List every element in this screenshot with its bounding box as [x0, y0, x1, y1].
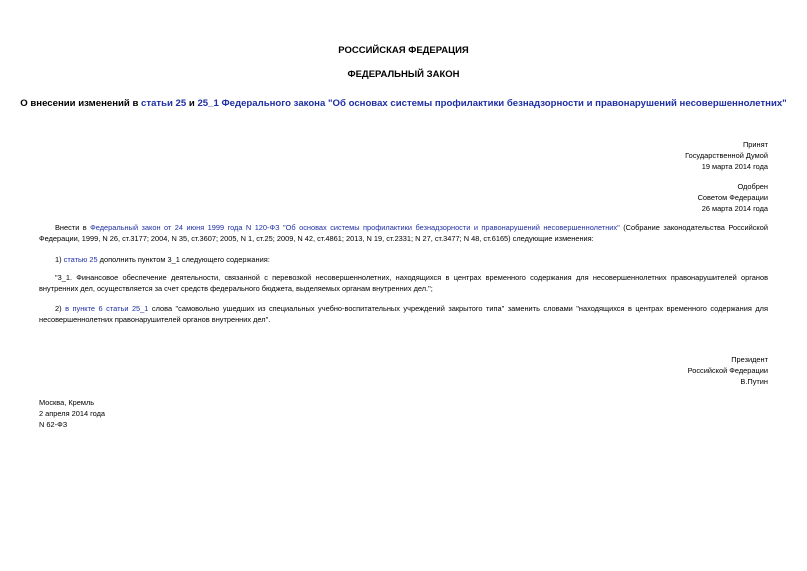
doc-type-heading: ФЕДЕРАЛЬНЫЙ ЗАКОН	[347, 69, 460, 80]
approval-line-1: Одобрен	[737, 182, 768, 191]
signature-line-1: Президент	[731, 355, 768, 364]
place-line: Москва, Кремль	[39, 398, 95, 407]
approval-line-3: 26 марта 2014 года	[701, 203, 768, 213]
law-title	[0, 98, 807, 109]
link-article-25-1-point-6[interactable]: в пункте 6 статьи 25_1	[65, 304, 149, 313]
approval-block	[698, 182, 768, 214]
adoption-line-3: 19 марта 2014 года	[701, 161, 768, 171]
title-prefix: О внесении изменений в	[20, 98, 142, 109]
place-date-block	[39, 398, 105, 430]
intro-suffix: (Собрание законодательства Российской Федерации, 1999, N 26, ст.3177; 2004, N 35, ст.3607; 2005, N 1, ст.25; 2009, N 42, ст.4861; 2013, N 19, ст.2331; N 27, ст.3477; N 48, ст.6165) следующие изменения:	[39, 223, 768, 243]
title-link-federal-law[interactable]: Федерального закона "Об основах системы профилактики безнадзорности и правонарушений несовершеннолетних"	[221, 98, 787, 109]
adoption-line-1: Принят	[742, 140, 768, 149]
item-2-text: слова "самовольно ушедших из специальных учебно-воспитательных учреждений закрытого типа" заменить словами "находящихся в центрах временного содержания для несовершеннолетних правонарушителей органов внутренних дел".	[39, 304, 768, 324]
intro-prefix: Внести в	[55, 223, 91, 232]
country-heading: РОССИЙСКАЯ ФЕДЕРАЦИЯ	[338, 45, 469, 56]
paragraph-item-1	[39, 255, 768, 266]
signature-block	[688, 355, 768, 387]
approval-line-2: Советом Федерации	[697, 192, 768, 202]
item-1-number: 1)	[55, 255, 64, 264]
title-conjunction: и	[186, 98, 198, 109]
paragraph-intro	[39, 223, 768, 245]
adoption-block	[685, 140, 768, 172]
paragraph-quote-3-1: "3_1. Финансовое обеспечение деятельности, связанной с перевозкой несовершеннолетних, находящихся в центрах временного содержания для несовершеннолетних правонарушителей органов внутренних дел, осуществляется за счет средств федерального бюджета, выделяемых органам внутренних дел.";	[39, 273, 768, 293]
paragraph-item-2	[39, 304, 768, 326]
item-2-number: 2)	[55, 304, 66, 313]
signature-line-3: В.Путин	[740, 376, 768, 386]
title-link-article-25-1[interactable]: 25_1	[197, 98, 219, 109]
link-federal-law-120[interactable]: Федеральный закон от 24 июня 1999 года N 120-ФЗ "Об основах системы профилактики безнадзорности и правонарушений несовершеннолетних"	[90, 223, 620, 232]
signature-line-2: Российской Федерации	[687, 365, 768, 375]
adoption-line-2: Государственной Думой	[685, 150, 768, 160]
item-1-text: дополнить пунктом 3_1 следующего содержания:	[97, 255, 270, 264]
link-article-25[interactable]: статью 25	[63, 255, 98, 264]
law-number-line: N 62-ФЗ	[39, 419, 68, 429]
title-link-article-25[interactable]: статьи 25	[141, 98, 187, 109]
date-line: 2 апреля 2014 года	[39, 408, 106, 418]
